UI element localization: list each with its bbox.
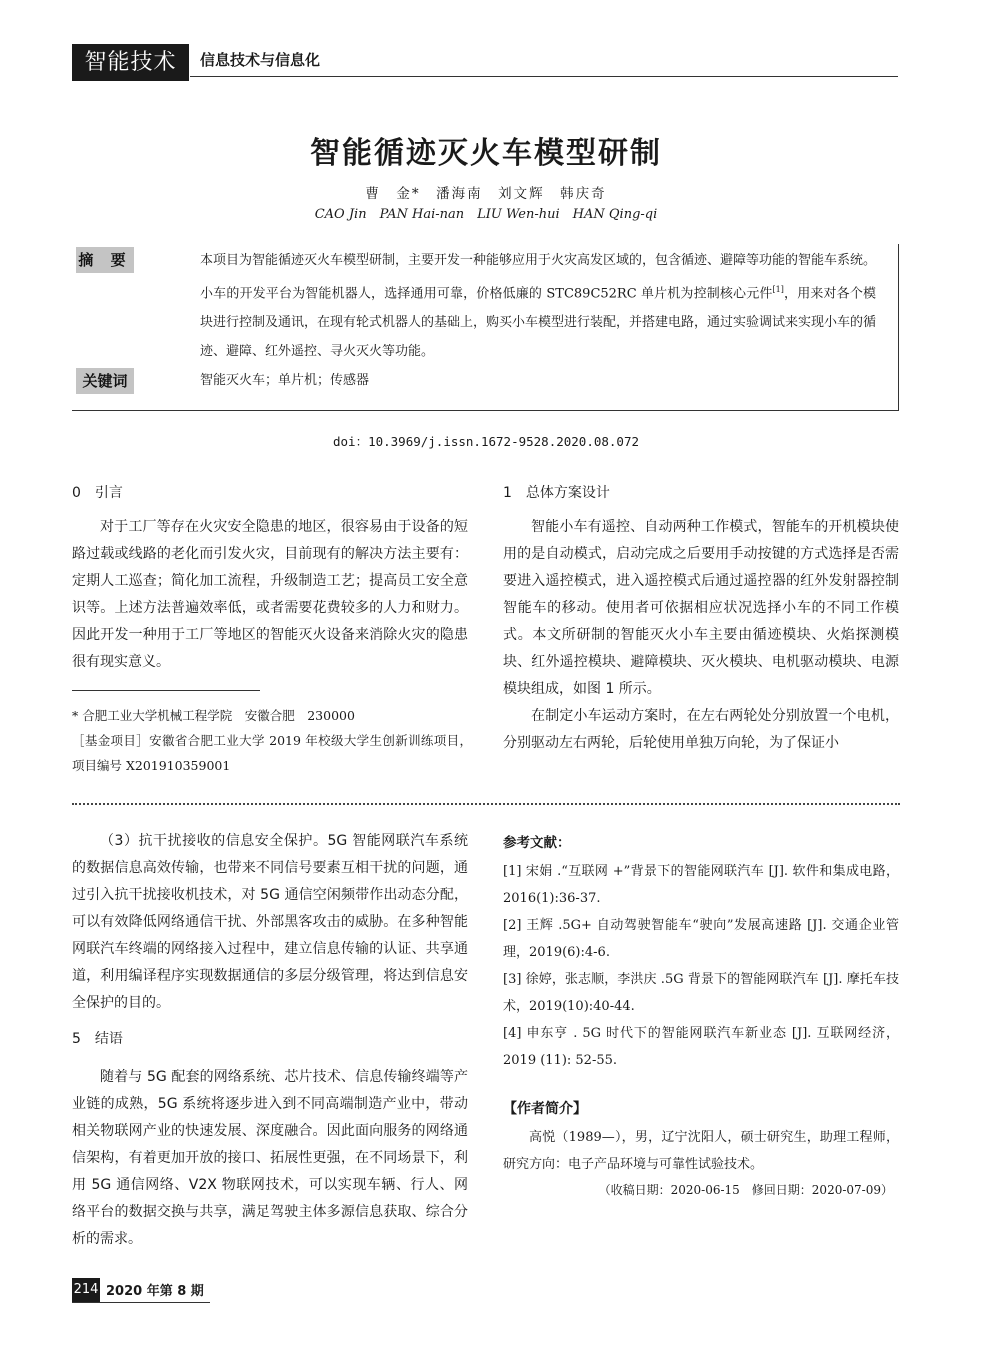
author-bio-text: 高悦（1989—），男，辽宁沈阳人，硕士研究生，助理工程师，研究方向：电子产品环境与可靠性试验技术。 — [503, 1130, 899, 1172]
section-1-paragraph-2: 在制定小车运动方案时，在左右两轮处分别放置一个电机，分别驱动左右两轮，后轮使用单独万向轮，为了保证小 — [503, 708, 899, 751]
reference-item: [4] 申东亨 . 5G 时代下的智能网联汽车新业态 [J]. 互联网经济，2019 (11): 52-55. — [503, 1026, 899, 1068]
issue-label: 2020 年第 8 期 — [106, 1284, 204, 1299]
keywords-label: 关键词 — [76, 368, 134, 394]
references-title: 参考文献： — [503, 835, 571, 851]
authors-english: CAO Jin PAN Hai-nan LIU Wen-hui HAN Qing-qi — [314, 207, 658, 222]
keywords-text: 智能灭火车；单片机；传感器 — [200, 373, 370, 388]
abstract-text-part-a: 本项目为智能循迹灭火车模型研制，主要开发一种能够应用于火灾高发区域的，包含循迹、避障等功能的智能车系统。小车的开发平台为智能机器人，选择通用可靠，价格低廉的 STC89C52RC 单片机为控制核心元件 — [200, 253, 877, 302]
abstract-box — [72, 244, 899, 411]
authors-chinese: 曹 金* 潘海南 刘文辉 韩庆奇 — [365, 186, 607, 202]
abstract-label: 摘 要 — [76, 247, 134, 273]
abstract-text — [200, 246, 876, 366]
reference-item: [3] 徐婷，张志顺，李洪庆 .5G 背景下的智能网联汽车 [J]. 摩托车技术，2019(10):40-44. — [503, 972, 899, 1014]
conclusion-paragraph: 随着与 5G 配套的网络系统、芯片技术、信息传输终端等产业链的成熟，5G 系统将逐步进入到不同高端制造产业中，带动相关物联网产业的快速发展、深度融合。因此面向服务的网络通信架构，有着更加开放的接口、拓展性更强，在不同场景下，利用 5G 通信网络、V2X 物联网技术，可以实现车辆、行人、网络平台的数据交换与共享，满足驾驶主体多源信息获取、综合分析的需求。 — [72, 1069, 468, 1247]
header-rule — [190, 76, 898, 77]
reference-item: [1] 宋娟 .“互联网 +”背景下的智能网联汽车 [J]. 软件和集成电路，2016(1):36-37. — [503, 864, 899, 906]
section-1-heading: 1 总体方案设计 — [503, 485, 610, 501]
paper-title: 智能循迹灭火车模型研制 — [310, 136, 662, 171]
abstract-text-part-b: ，用来对各个模块进行控制及通讯，在现有轮式机器人的基础上，购买小车模型进行装配，并搭建电路，通过实验调试来实现小车的循迹、避障、红外遥控、寻火灭火等功能。 — [200, 286, 877, 360]
abstract-citation: [1] — [772, 285, 784, 294]
page-number: 214 — [72, 1278, 100, 1302]
journal-section-name: 信息技术与信息化 — [200, 51, 321, 69]
footnote-funding: ［基金项目］安徽省合肥工业大学 2019 年校级大学生创新训练项目，项目编号 X201910359001 — [72, 733, 472, 773]
security-paragraph: （3）抗干扰接收的信息安全保护。5G 智能网联汽车系统的数据信息高效传输，也带来不同信号要素互相干扰的问题，通过引入抗干扰接收机技术，对 5G 通信空闲频带作出动态分配，可以有效降低网络通信干扰、外部黑客攻击的威胁。在多种智能网联汽车终端的网络接入过程中，建立信息传输的认证、共享通道，利用编译程序实现数据通信的多层分级管理，将达到信息安全保护的目的。 — [72, 833, 468, 1011]
journal-column-badge: 智能技术 — [72, 44, 189, 81]
section-5-heading: 5 结语 — [72, 1031, 123, 1047]
dotted-divider — [72, 803, 900, 805]
footnote-rule — [72, 690, 260, 691]
received-dates: （收稿日期：2020-06-15 修回日期：2020-07-09） — [598, 1183, 893, 1197]
footer-rule — [72, 1302, 210, 1303]
footnote-affiliation: * 合肥工业大学机械工程学院 安徽合肥 230000 — [72, 708, 355, 723]
author-bio-title: 【作者简介】 — [503, 1101, 587, 1117]
doi: doi：10.3969/j.issn.1672-9528.2020.08.072 — [333, 434, 639, 449]
section-0-paragraph: 对于工厂等存在火灾安全隐患的地区，很容易由于设备的短路过载或线路的老化而引发火灾，目前现有的解决方法主要有：定期人工巡查；简化加工流程，升级制造工艺；提高员工安全意识等。上述方法普遍效率低，或者需要花费较多的人力和财力。因此开发一种用于工厂等地区的智能灭火设备来消除火灾的隐患很有现实意义。 — [72, 519, 468, 670]
section-1-paragraph-1: 智能小车有遥控、自动两种工作模式，智能车的开机模块使用的是自动模式，启动完成之后要用手动按键的方式选择是否需要进入遥控模式，进入遥控模式后通过遥控器的红外发射器控制智能车的移动。使用者可依据相应状况选择小车的不同工作模式。本文所研制的智能灭火小车主要由循迹模块、火焰探测模块、红外遥控模块、避障模块、灭火模块、电机驱动模块、电源模块组成，如图 1 所示。 — [503, 519, 899, 697]
reference-item: [2] 王辉 .5G+ 自动驾驶智能车“驶向”发展高速路 [J]. 交通企业管理，2019(6):4-6. — [503, 918, 899, 960]
section-0-heading: 0 引言 — [72, 485, 123, 501]
